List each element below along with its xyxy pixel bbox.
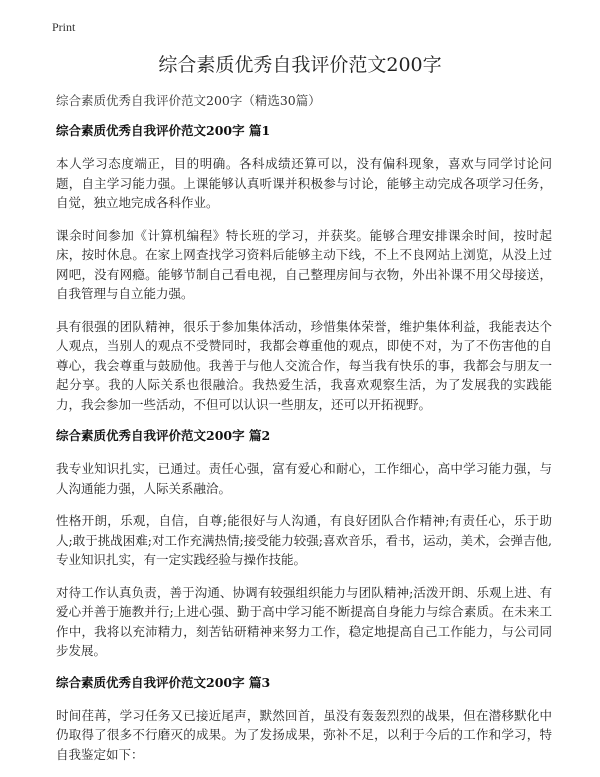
- section-1: [56, 122, 552, 414]
- article-body: [56, 122, 552, 777]
- section-2: [56, 427, 552, 661]
- page-title: 综合素质优秀自我评价范文200字: [158, 54, 442, 76]
- section-heading: 综合素质优秀自我评价范文200字 篇2: [56, 428, 271, 443]
- paragraph: 时间荏苒，学习任务又已接近尾声，默然回首，虽没有轰轰烈烈的战果，但在潜移默化中仍取得了很多不行磨灭的成果。为了发扬成果，弥补不足，以利于今后的工作和学习，特自我鉴定如下：: [56, 707, 552, 762]
- paragraph: 性格开朗，乐观，自信，自尊;能很好与人沟通，有良好团队合作精神;有责任心，乐于助人;敢于挑战困难;对工作充满热情;接受能力较强;喜欢音乐，看书，运动，美术，会弹吉他,专业知识扎实，有一定实践经验与操作技能。: [56, 513, 552, 567]
- print-button[interactable]: Print: [52, 20, 76, 34]
- section-heading: 综合素质优秀自我评价范文200字 篇3: [56, 674, 271, 690]
- paragraph: 课余时间参加《计算机编程》特长班的学习，并获奖。能够合理安排课余时间，按时起床，按时休息。在家上网查找学习资料后能够主动下线，不上不良网站上浏览，从没上过网吧，没有网瘾。能够节制自己看电视，自己整理房间与衣物，外出补课不用父母接送，自我管理与自立能力强。: [56, 227, 552, 301]
- paragraph: 我专业知识扎实，已通过。责任心强，富有爱心和耐心，工作细心，高中学习能力强，与人沟通能力强，人际关系融洽。: [56, 461, 552, 496]
- page-subtitle: 综合素质优秀自我评价范文200字（精选30篇）: [56, 93, 321, 108]
- paragraph: 本人学习态度端正，目的明确。各科成绩还算可以，没有偏科现象，喜欢与同学讨论问题，自主学习能力强。上课能够认真听课并积极参与讨论，能够主动完成各项学习任务，自觉，独立地完成各科作业。: [56, 156, 552, 210]
- paragraph: 具有很强的团队精神，很乐于参加集体活动，珍惜集体荣誉，维护集体利益，我能表达个人观点，当别人的观点不受赞同时，我都会尊重他的观点，即使不对，为了不伤害他的自尊心，我会尊重与鼓励他。我善于与他人交流合作，每当我有快乐的事，我都会与朋友一起分享。我的人际关系也很融洽。我热爱生活，我喜欢观察生活，为了发展我的实践能力，我会参加一些活动，不但可以认识一些朋友，还可以开拓视野。: [56, 318, 552, 412]
- section-3: [56, 674, 552, 765]
- paragraph: 对待工作认真负责，善于沟通、协调有较强组织能力与团队精神;活泼开朗、乐观上进、有爱心并善于施教并行;上进心强、勤于高中学习能不断提高自身能力与综合素质。在未来工作中，我将以充沛精力，刻苦钻研精神来努力工作，稳定地提高自己工作能力，与公司同步发展。: [56, 584, 552, 658]
- section-heading: 综合素质优秀自我评价范文200字 篇1: [56, 123, 271, 138]
